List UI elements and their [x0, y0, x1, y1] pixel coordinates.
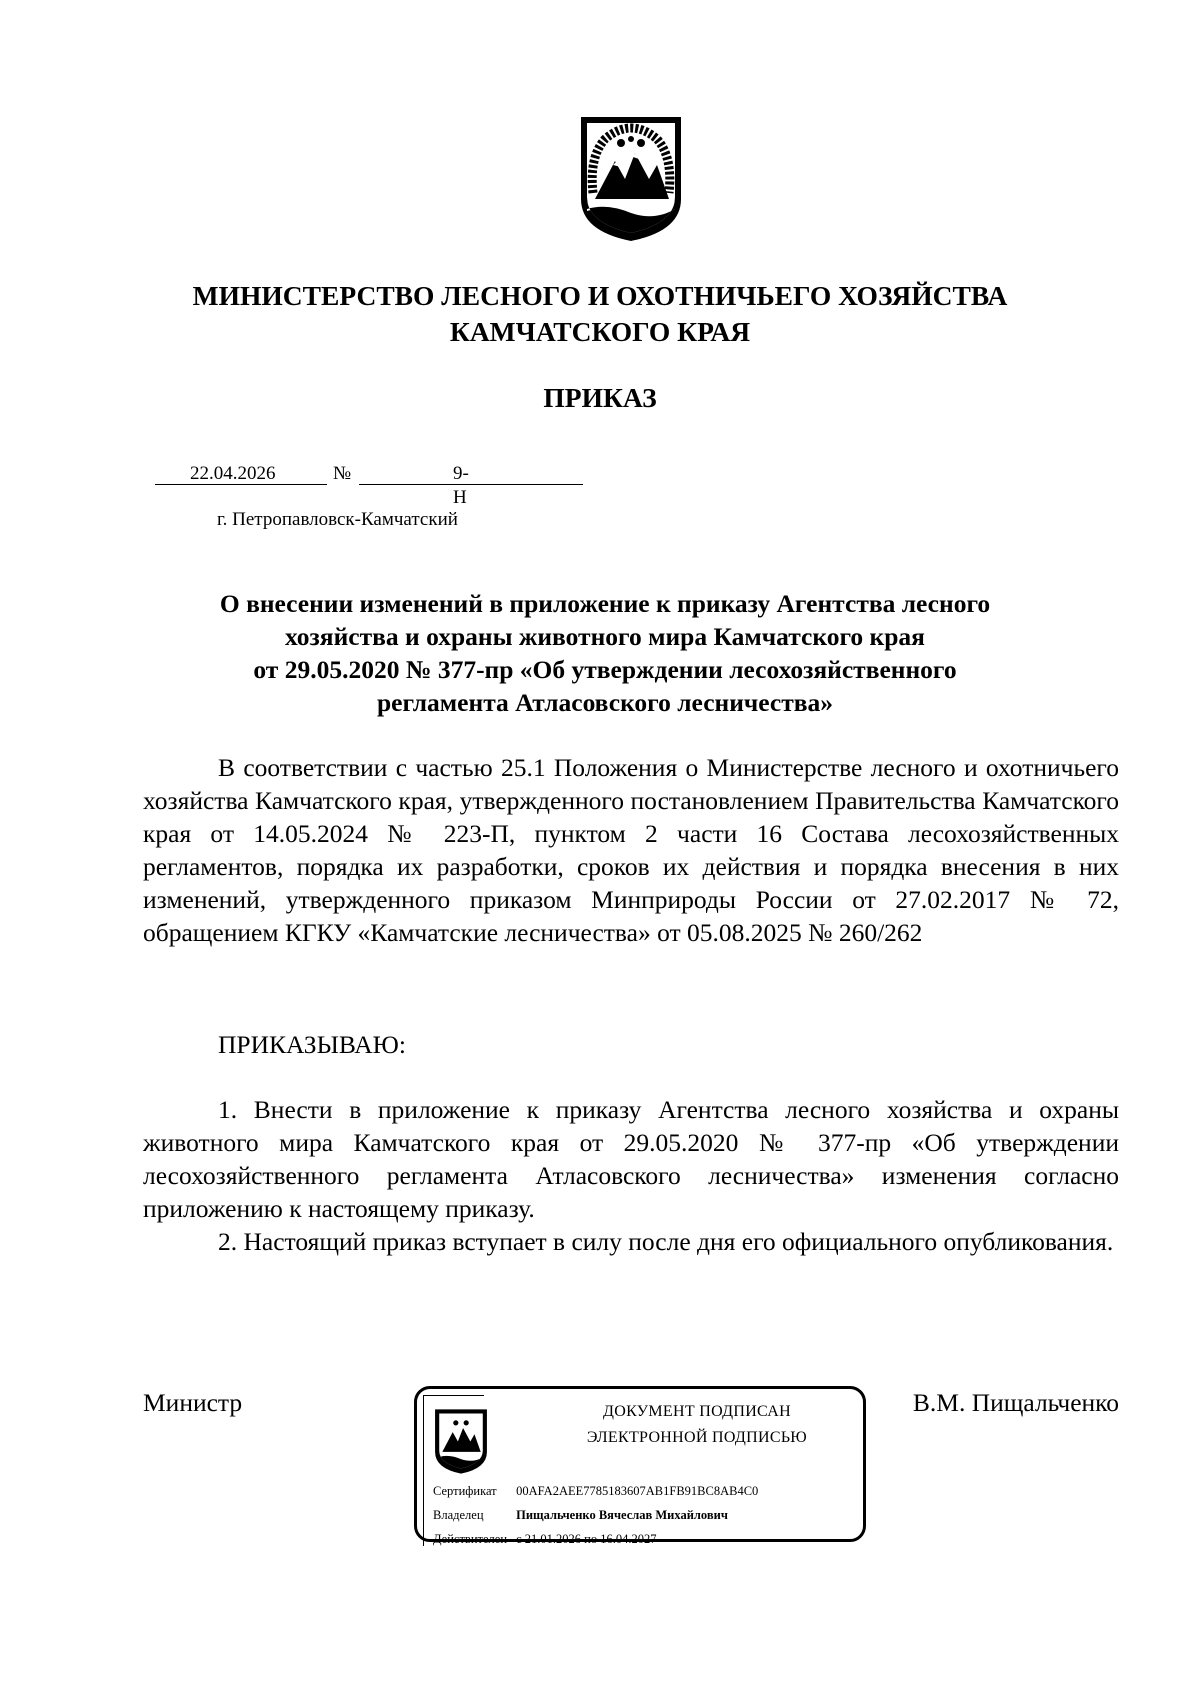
title-line2: хозяйства и охраны животного мира Камчатского края: [285, 622, 925, 651]
owner-label: Владелец: [433, 1508, 484, 1522]
owner-value: Пищальченко Вячеслав Михайлович: [516, 1508, 728, 1522]
stamp-validity-row: [433, 1531, 657, 1547]
number-sign: №: [333, 463, 352, 484]
ministry-name-line1: МИНИСТЕРСТВО ЛЕСНОГО И ОХОТНИЧЬЕГО ХОЗЯЙСТВА: [192, 280, 1008, 311]
kamchatka-coat-of-arms-icon: [433, 1407, 489, 1475]
stamp-owner-row: [433, 1507, 728, 1523]
title-line3: от 29.05.2020 № 377-пр «Об утверждении лесохозяйственного: [253, 655, 957, 684]
preamble-text: В соответствии с частью 25.1 Положения о Министерстве лесного и охотничьего хозяйства Камчатского края, утвержденного постановлением Правительства Камчатского края от 14.05.2024 № 223-П, пунктом 2 части 16 Состава лесохозяйственных регламентов, порядка их разработки, сроков их действия и порядка внесения в них изменений, утвержденного приказом Минприроды России от 27.02.2017 № 72, обращением КГКУ «Камчатские лесничества» от 05.08.2025 № 260/262: [143, 753, 1119, 947]
stamp-header-line2: ЭЛЕКТРОННОЙ ПОДПИСЬЮ: [586, 1429, 808, 1446]
document-type: ПРИКАЗ: [543, 382, 657, 413]
orders-word: ПРИКАЗЫВАЮ:: [218, 1030, 406, 1059]
stamp-certificate-row: [433, 1483, 758, 1499]
document-title: [150, 587, 1060, 719]
signer-name: В.М. Пищальченко: [912, 1388, 1119, 1417]
title-line4: регламента Атласовского лесничества»: [376, 688, 834, 717]
electronic-signature-stamp: [414, 1386, 866, 1546]
validity-value: с 21.01.2026 по 16.04.2027: [516, 1532, 657, 1546]
kamchatka-coat-of-arms-icon: [577, 113, 685, 243]
date-underline: [155, 484, 327, 485]
signer-position: Министр: [143, 1388, 243, 1417]
order-item-1: 1. Внести в приложение к приказу Агентства лесного хозяйства и охраны животного мира Камчатского края от 29.05.2020 № 377-пр «Об утверждении лесохозяйственного регламента Атласовского лесничества» изменения согласно приложению к настоящему приказу.: [143, 1095, 1119, 1223]
stamp-header-line1: ДОКУМЕНТ ПОДПИСАН: [603, 1403, 791, 1420]
order-number: 9-Н: [453, 463, 469, 508]
order-item-2: 2. Настоящий приказ вступает в силу после дня его официального опубликования.: [218, 1227, 1114, 1256]
city: г. Петропавловск-Камчатский: [217, 509, 458, 530]
certificate-value: 00AFA2AEE7785183607AB1FB91BC8AB4C0: [516, 1484, 759, 1498]
title-line1: О внесении изменений в приложение к приказу Агентства лесного: [219, 589, 991, 618]
certificate-label: Сертификат: [433, 1484, 497, 1498]
ministry-name-line2: КАМЧАТСКОГО КРАЯ: [449, 316, 751, 347]
order-date: 22.04.2026: [190, 463, 276, 484]
order-items: [143, 1093, 1119, 1258]
ministry-name: [150, 278, 1050, 350]
number-underline: [359, 484, 583, 485]
validity-label: Действителен: [433, 1532, 508, 1546]
preamble: [143, 751, 1119, 949]
